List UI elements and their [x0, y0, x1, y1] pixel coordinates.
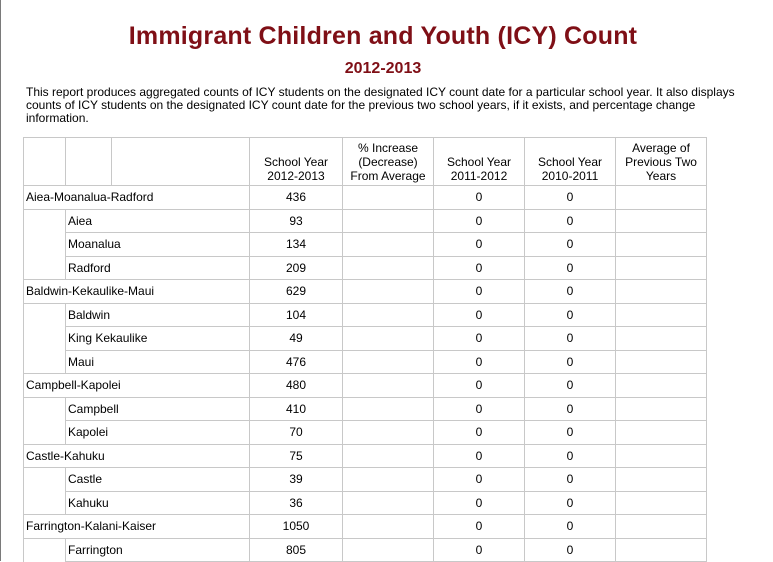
- indent-cell: [24, 397, 66, 421]
- count-2011-2012: 0: [434, 515, 525, 539]
- count-2012-2013: 410: [250, 397, 343, 421]
- count-2012-2013: 436: [250, 186, 343, 210]
- table-body: [24, 186, 707, 562]
- indent-cell: [24, 350, 66, 374]
- average-previous: [616, 327, 707, 351]
- school-name: Moanalua: [66, 233, 250, 257]
- count-2012-2013: 476: [250, 350, 343, 374]
- count-2011-2012: 0: [434, 491, 525, 515]
- count-2010-2011: 0: [525, 256, 616, 280]
- school-row: [24, 397, 707, 421]
- count-2010-2011: 0: [525, 468, 616, 492]
- count-2010-2011: 0: [525, 327, 616, 351]
- average-previous: [616, 256, 707, 280]
- complex-row: [24, 444, 707, 468]
- count-2010-2011: 0: [525, 233, 616, 257]
- count-2012-2013: 104: [250, 303, 343, 327]
- table-header-row: [24, 138, 707, 186]
- average-previous: [616, 491, 707, 515]
- average-previous: [616, 209, 707, 233]
- school-name: Campbell: [66, 397, 250, 421]
- indent-cell: [24, 209, 66, 233]
- indent-cell: [24, 233, 66, 257]
- count-2011-2012: 0: [434, 233, 525, 257]
- count-2011-2012: 0: [434, 397, 525, 421]
- report-title: Immigrant Children and Youth (ICY) Count: [128, 22, 638, 50]
- complex-row: [24, 280, 707, 304]
- indent-cell: [24, 256, 66, 280]
- count-2012-2013: 629: [250, 280, 343, 304]
- count-2012-2013: 36: [250, 491, 343, 515]
- complex-name: Baldwin-Kekaulike-Maui: [24, 280, 250, 304]
- count-2011-2012: 0: [434, 538, 525, 562]
- pct-increase: [343, 327, 434, 351]
- count-2010-2011: 0: [525, 186, 616, 210]
- count-2011-2012: 0: [434, 209, 525, 233]
- complex-row: [24, 374, 707, 398]
- count-2012-2013: 70: [250, 421, 343, 445]
- window-left-border: [0, 0, 1, 561]
- pct-increase: [343, 233, 434, 257]
- school-row: [24, 303, 707, 327]
- complex-name: Farrington-Kalani-Kaiser: [24, 515, 250, 539]
- school-name: Maui: [66, 350, 250, 374]
- school-name: Baldwin: [66, 303, 250, 327]
- count-2012-2013: 134: [250, 233, 343, 257]
- count-2012-2013: 93: [250, 209, 343, 233]
- school-row: [24, 209, 707, 233]
- complex-row: [24, 186, 707, 210]
- indent-cell: [24, 491, 66, 515]
- school-row: [24, 421, 707, 445]
- count-2012-2013: 49: [250, 327, 343, 351]
- count-2012-2013: 39: [250, 468, 343, 492]
- report-year: 2012-2013: [344, 60, 422, 77]
- header-blank-1: [24, 138, 66, 186]
- school-row: [24, 350, 707, 374]
- count-2010-2011: 0: [525, 303, 616, 327]
- header-year-2011: School Year 2011-2012: [434, 138, 525, 186]
- count-2010-2011: 0: [525, 491, 616, 515]
- complex-row: [24, 515, 707, 539]
- school-row: [24, 491, 707, 515]
- school-row: [24, 256, 707, 280]
- count-2012-2013: 805: [250, 538, 343, 562]
- count-2012-2013: 209: [250, 256, 343, 280]
- school-row: [24, 327, 707, 351]
- count-2011-2012: 0: [434, 374, 525, 398]
- average-previous: [616, 397, 707, 421]
- school-name: Kapolei: [66, 421, 250, 445]
- average-previous: [616, 538, 707, 562]
- count-2010-2011: 0: [525, 280, 616, 304]
- pct-increase: [343, 350, 434, 374]
- pct-increase: [343, 538, 434, 562]
- count-2011-2012: 0: [434, 444, 525, 468]
- pct-increase: [343, 186, 434, 210]
- pct-increase: [343, 468, 434, 492]
- pct-increase: [343, 209, 434, 233]
- header-average: Average of Previous Two Years: [616, 138, 707, 186]
- pct-increase: [343, 303, 434, 327]
- pct-increase: [343, 397, 434, 421]
- school-name: Farrington: [66, 538, 250, 562]
- count-2011-2012: 0: [434, 303, 525, 327]
- indent-cell: [24, 327, 66, 351]
- average-previous: [616, 444, 707, 468]
- header-blank-3: [112, 138, 250, 186]
- count-2011-2012: 0: [434, 327, 525, 351]
- indent-cell: [24, 468, 66, 492]
- indent-cell: [24, 538, 66, 562]
- count-2011-2012: 0: [434, 350, 525, 374]
- report-description: This report produces aggregated counts of ICY students on the designated ICY count date for a particular school year. It also displays counts of ICY students on the designated ICY count date for the previous two school years, if it exists, and percentage change information.: [26, 85, 735, 125]
- complex-name: Campbell-Kapolei: [24, 374, 250, 398]
- school-name: Kahuku: [66, 491, 250, 515]
- count-2010-2011: 0: [525, 397, 616, 421]
- pct-increase: [343, 374, 434, 398]
- average-previous: [616, 468, 707, 492]
- count-2010-2011: 0: [525, 374, 616, 398]
- complex-name: Aiea-Moanalua-Radford: [24, 186, 250, 210]
- pct-increase: [343, 256, 434, 280]
- header-pct-increase: % Increase (Decrease) From Average: [343, 138, 434, 186]
- count-2011-2012: 0: [434, 468, 525, 492]
- count-2011-2012: 0: [434, 280, 525, 304]
- average-previous: [616, 280, 707, 304]
- icy-count-table: [23, 137, 707, 562]
- count-2010-2011: 0: [525, 209, 616, 233]
- header-school-year: School Year 2012-2013: [250, 138, 343, 186]
- count-2010-2011: 0: [525, 515, 616, 539]
- count-2012-2013: 480: [250, 374, 343, 398]
- average-previous: [616, 374, 707, 398]
- school-row: [24, 233, 707, 257]
- count-2011-2012: 0: [434, 256, 525, 280]
- header-blank-2: [66, 138, 112, 186]
- count-2011-2012: 0: [434, 421, 525, 445]
- count-2010-2011: 0: [525, 444, 616, 468]
- count-2012-2013: 1050: [250, 515, 343, 539]
- school-name: Aiea: [66, 209, 250, 233]
- average-previous: [616, 186, 707, 210]
- average-previous: [616, 303, 707, 327]
- school-name: King Kekaulike: [66, 327, 250, 351]
- complex-name: Castle-Kahuku: [24, 444, 250, 468]
- count-2012-2013: 75: [250, 444, 343, 468]
- average-previous: [616, 233, 707, 257]
- count-2011-2012: 0: [434, 186, 525, 210]
- school-row: [24, 468, 707, 492]
- school-name: Radford: [66, 256, 250, 280]
- pct-increase: [343, 280, 434, 304]
- average-previous: [616, 515, 707, 539]
- indent-cell: [24, 421, 66, 445]
- pct-increase: [343, 515, 434, 539]
- count-2010-2011: 0: [525, 421, 616, 445]
- count-2010-2011: 0: [525, 538, 616, 562]
- pct-increase: [343, 444, 434, 468]
- indent-cell: [24, 303, 66, 327]
- school-name: Castle: [66, 468, 250, 492]
- school-row: [24, 538, 707, 562]
- header-year-2010: School Year 2010-2011: [525, 138, 616, 186]
- average-previous: [616, 421, 707, 445]
- average-previous: [616, 350, 707, 374]
- pct-increase: [343, 491, 434, 515]
- pct-increase: [343, 421, 434, 445]
- count-2010-2011: 0: [525, 350, 616, 374]
